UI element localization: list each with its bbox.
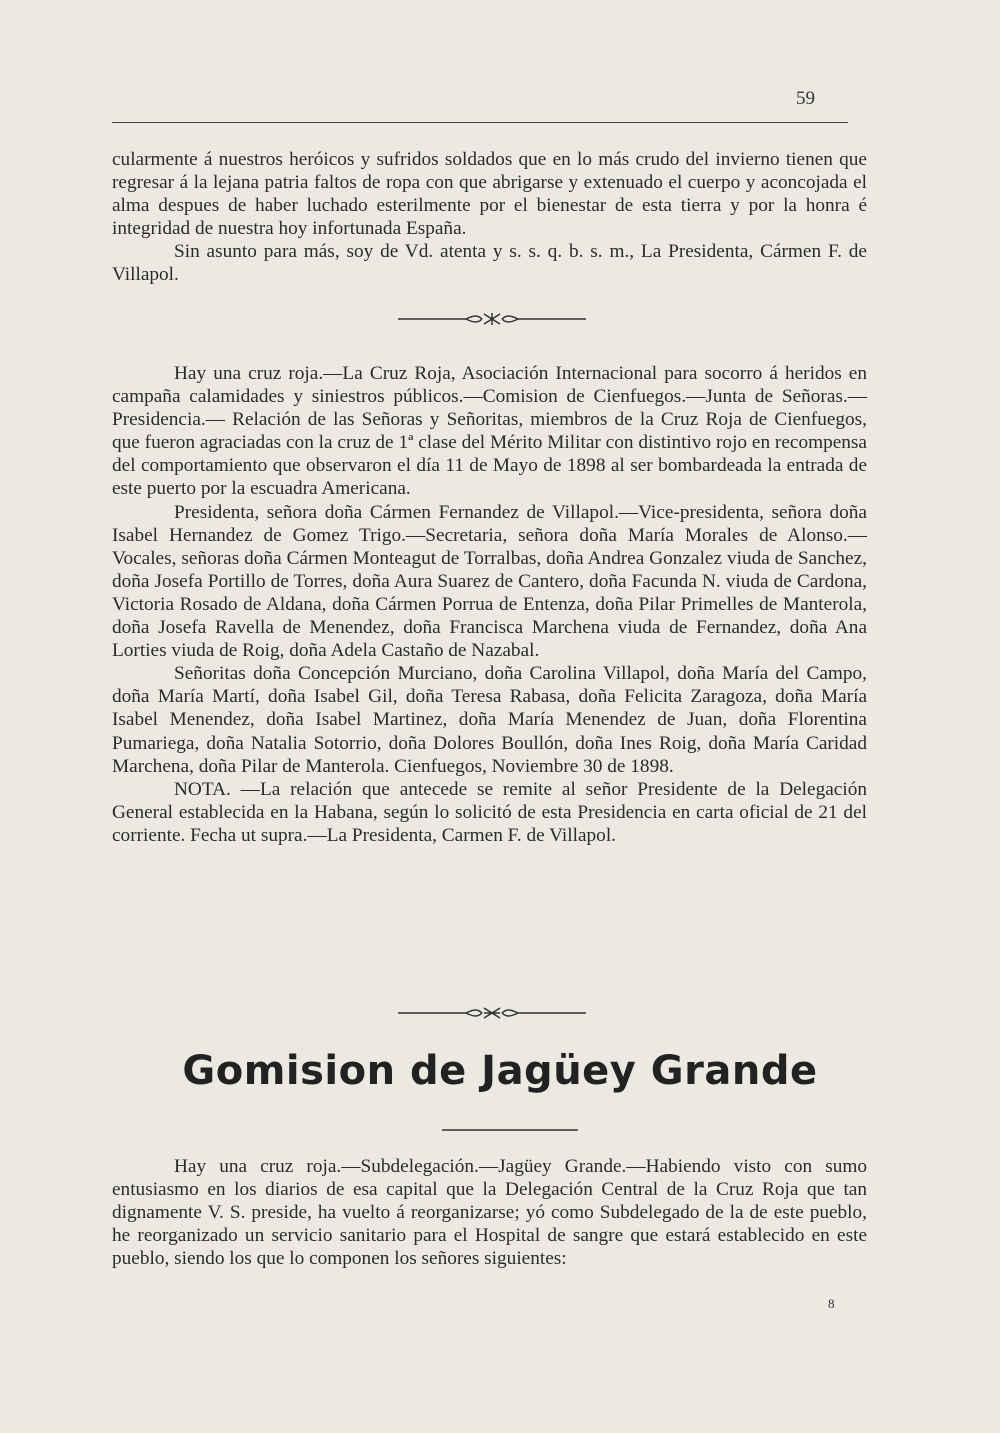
paragraph-senoritas: Señoritas doña Concepción Murciano, doña Carolina Villapol, doña María del Campo, doña María Martí, doña Isabel Gil, doña Teresa Rabasa, doña Felicita Zaragoza, doña María Isabel Menendez, doña Isabel Martinez, doña María Menendez de Juan, doña Florentina Pumariega, doña Natalia Sotorrio, doña Dolores Boullón, doña Ines Roig, doña María Caridad Marchena, doña Pilar de Manterola. Cienfuegos, Noviembre 30 de 1898. — [112, 663, 867, 777]
text-block-bottom — [112, 1155, 867, 1270]
text-block-top — [112, 148, 867, 287]
text-block-middle — [112, 362, 867, 847]
page-number: 59 — [796, 88, 815, 109]
section-title: Gomision de Jagüey Grande — [182, 1048, 818, 1094]
paragraph-subdelegacion: Hay una cruz roja.—Subdelegación.—Jagüey Grande.—Habiendo visto con sumo entusiasmo en los diarios de esa capital que la Delegación Central de la Cruz Roja que tan dignamente V. S. preside, ha vuelto á reorganizarse; yó como Subdelegado de la de este pueblo, he reorganizado un servicio sanitario para el Hospital de sangre que estará establecido en este pueblo, siendo los que lo componen los señores siguientes: — [112, 1156, 867, 1270]
title-underline-rule — [440, 1122, 580, 1138]
paragraph-closing: Sin asunto para más, soy de Vd. atenta y s. s. q. b. s. m., La Presidenta, Cármen F. de Villapol. — [112, 241, 867, 286]
header-rule — [112, 122, 848, 123]
paragraph-intro: Hay una cruz roja.—La Cruz Roja, Asociación Internacional para socorro á heridos en campaña calamidades y siniestros públicos.—Comision de Cienfuegos.—Junta de Señoras.—Presidencia.— Relación de las Señoras y Señoritas, miembros de la Cruz Roja de Cienfuegos, que fueron agraciadas con la cruz de 1ª clase del Mérito Militar con distintivo rojo en recompensa del comportamiento que observaron el día 11 de Mayo de 1898 al ser bombardeada la entrada de este puerto por la escuadra Americana. — [112, 363, 867, 500]
printer-signature-mark: 8 — [828, 1296, 835, 1311]
ornament-divider-1 — [396, 311, 588, 327]
ornament-divider-2 — [396, 1005, 588, 1021]
paragraph-continuation: cularmente á nuestros heróicos y sufridos soldados que en lo más crudo del invierno tienen que regresar á la lejana patria faltos de ropa con que abrigarse y extenuado el cuerpo y aconcojada el alma despues de haber luchado esterilmente por el bienestar de esta tierra y por la honra é integridad de nuestra hoy infortunada España. — [112, 149, 867, 240]
paragraph-officers: Presidenta, señora doña Cármen Fernandez de Villapol.—Vice-presidenta, señora doña Isabel Hernandez de Gomez Trigo.—Secretaria, señora doña María Morales de Alonso.—Vocales, señoras doña Cármen Monteagut de Torralbas, doña Andrea Gonzalez viuda de Sanchez, doña Josefa Portillo de Torres, doña Aura Suarez de Cantero, doña Facunda N. viuda de Cardona, Victoria Rosado de Aldana, doña Cármen Porrua de Entenza, doña Pilar Primelles de Manterola, doña Josefa Ravella de Menendez, doña Francisca Marchena viuda de Fernandez, doña Ana Lorties viuda de Roig, doña Adela Castaño de Nazabal. — [112, 501, 867, 662]
paragraph-nota: NOTA. —La relación que antecede se remite al señor Presidente de la Delegación General establecida en la Habana, según lo solicitó de esta Presidencia en carta oficial de 21 del corriente. Fecha ut supra.—La Presidenta, Carmen F. de Villapol. — [112, 778, 867, 846]
